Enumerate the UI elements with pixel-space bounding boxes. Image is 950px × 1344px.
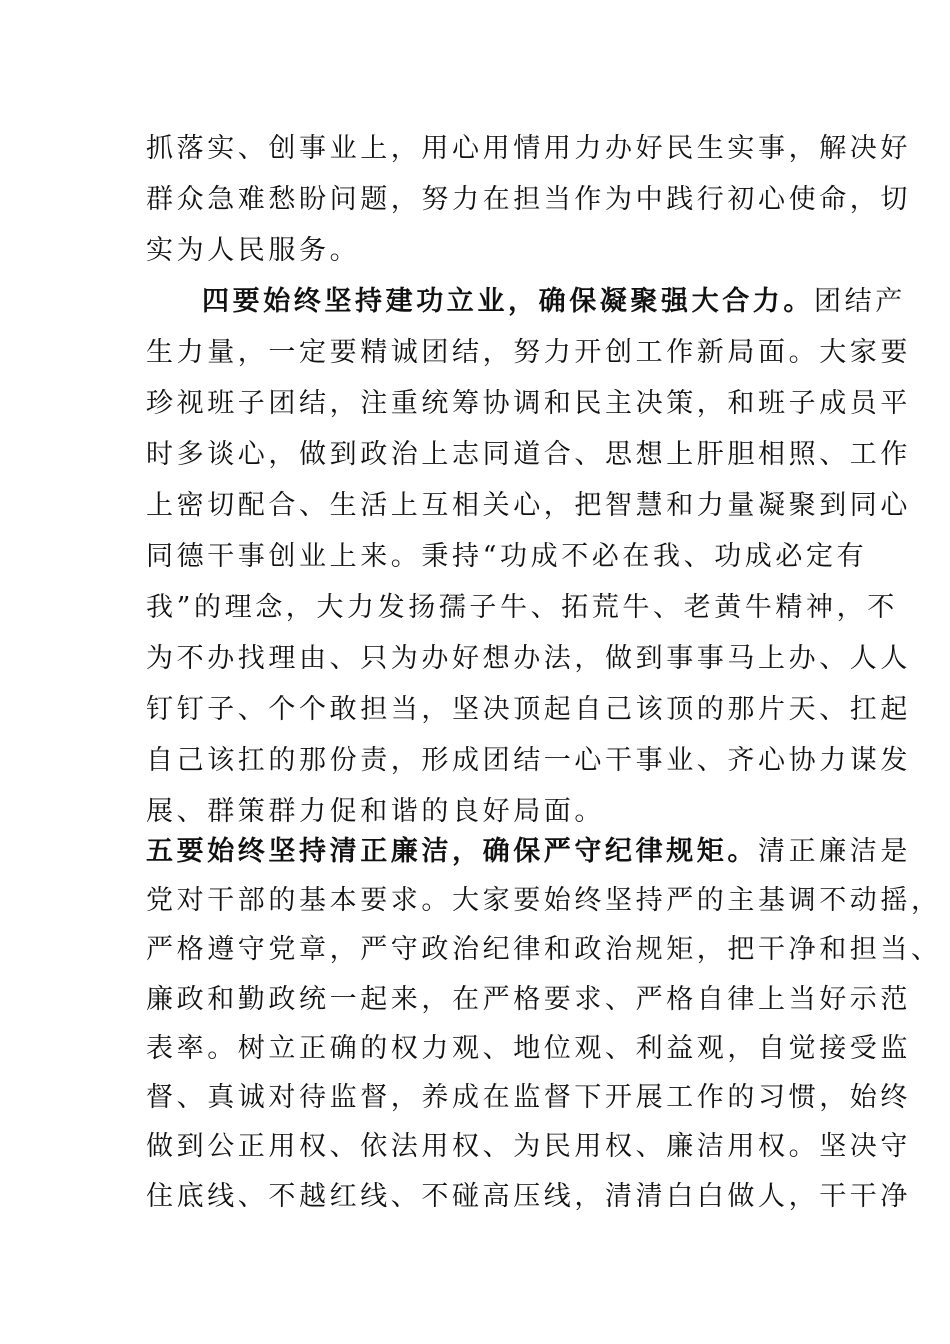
text-run: 廉政和勤政统一起来，在严格要求、严格自律上当好示范 <box>146 984 911 1015</box>
text-line <box>146 486 911 526</box>
text-run: 清正廉洁是 <box>758 836 911 867</box>
text-line <box>146 1029 911 1069</box>
section-heading-line <box>202 282 906 322</box>
text-run: 我”的理念，大力发扬孺子牛、拓荒牛、老黄牛精神，不 <box>146 592 898 623</box>
section-heading: 四要始终坚持建功立业，确保凝聚强大合力。 <box>202 286 814 317</box>
text-line <box>146 690 911 730</box>
text-run: 住底线、不越红线、不碰高压线，清清白白做人，干干净 <box>146 1181 911 1212</box>
text-line <box>146 435 911 475</box>
text-line <box>146 180 911 220</box>
text-line <box>146 129 911 169</box>
text-line <box>146 980 911 1020</box>
text-line <box>146 1078 911 1118</box>
text-run: 抓落实、创事业上，用心用情用力办好民生实事，解决好 <box>146 133 911 164</box>
text-line <box>146 1127 911 1167</box>
text-run: 党对干部的基本要求。大家要始终坚持严的主基调不动摇， <box>146 885 942 916</box>
text-line <box>146 881 942 921</box>
text-run: 珍视班子团结，注重统筹协调和民主决策，和班子成员平 <box>146 388 911 419</box>
text-run: 实为人民服务。 <box>146 235 361 266</box>
text-line <box>146 384 911 424</box>
text-run: 群众急难愁盼问题，努力在担当作为中践行初心使命，切 <box>146 184 911 215</box>
text-line <box>146 792 811 832</box>
text-run: 生力量，一定要精诚团结，努力开创工作新局面。大家要 <box>146 337 911 368</box>
text-line <box>146 1177 911 1217</box>
text-run: 时多谈心，做到政治上志同道合、思想上肝胆相照、工作 <box>146 439 911 470</box>
text-run: 上密切配合、生活上互相关心，把智慧和力量凝聚到同心 <box>146 490 911 521</box>
section-heading-line <box>146 832 911 872</box>
text-line <box>146 231 811 271</box>
text-run: 同德干事创业上来。秉持“功成不必在我、功成必定有 <box>146 541 868 572</box>
text-line <box>146 639 911 679</box>
text-run: 为不办找理由、只为办好想办法，做到事事马上办、人人 <box>146 643 911 674</box>
text-run: 自己该扛的那份责，形成团结一心干事业、齐心协力谋发 <box>146 745 911 776</box>
text-run: 严格遵守党章，严守政治纪律和政治规矩，把干净和担当、 <box>146 934 942 965</box>
text-run: 做到公正用权、依法用权、为民用权、廉洁用权。坚决守 <box>146 1131 911 1162</box>
text-line <box>146 588 898 628</box>
text-run: 团结产 <box>814 286 906 317</box>
text-line <box>146 537 868 577</box>
text-line <box>146 333 911 373</box>
text-run: 督、真诚对待监督，养成在监督下开展工作的习惯，始终 <box>146 1082 911 1113</box>
section-heading: 五要始终坚持清正廉洁，确保严守纪律规矩。 <box>146 836 758 867</box>
text-line <box>146 930 942 970</box>
text-run: 展、群策群力促和谐的良好局面。 <box>146 796 605 827</box>
text-run: 钉钉子、个个敢担当，坚决顶起自己该顶的那片天、扛起 <box>146 694 911 725</box>
text-run: 表率。树立正确的权力观、地位观、利益观，自觉接受监 <box>146 1033 911 1064</box>
text-line <box>146 741 911 781</box>
